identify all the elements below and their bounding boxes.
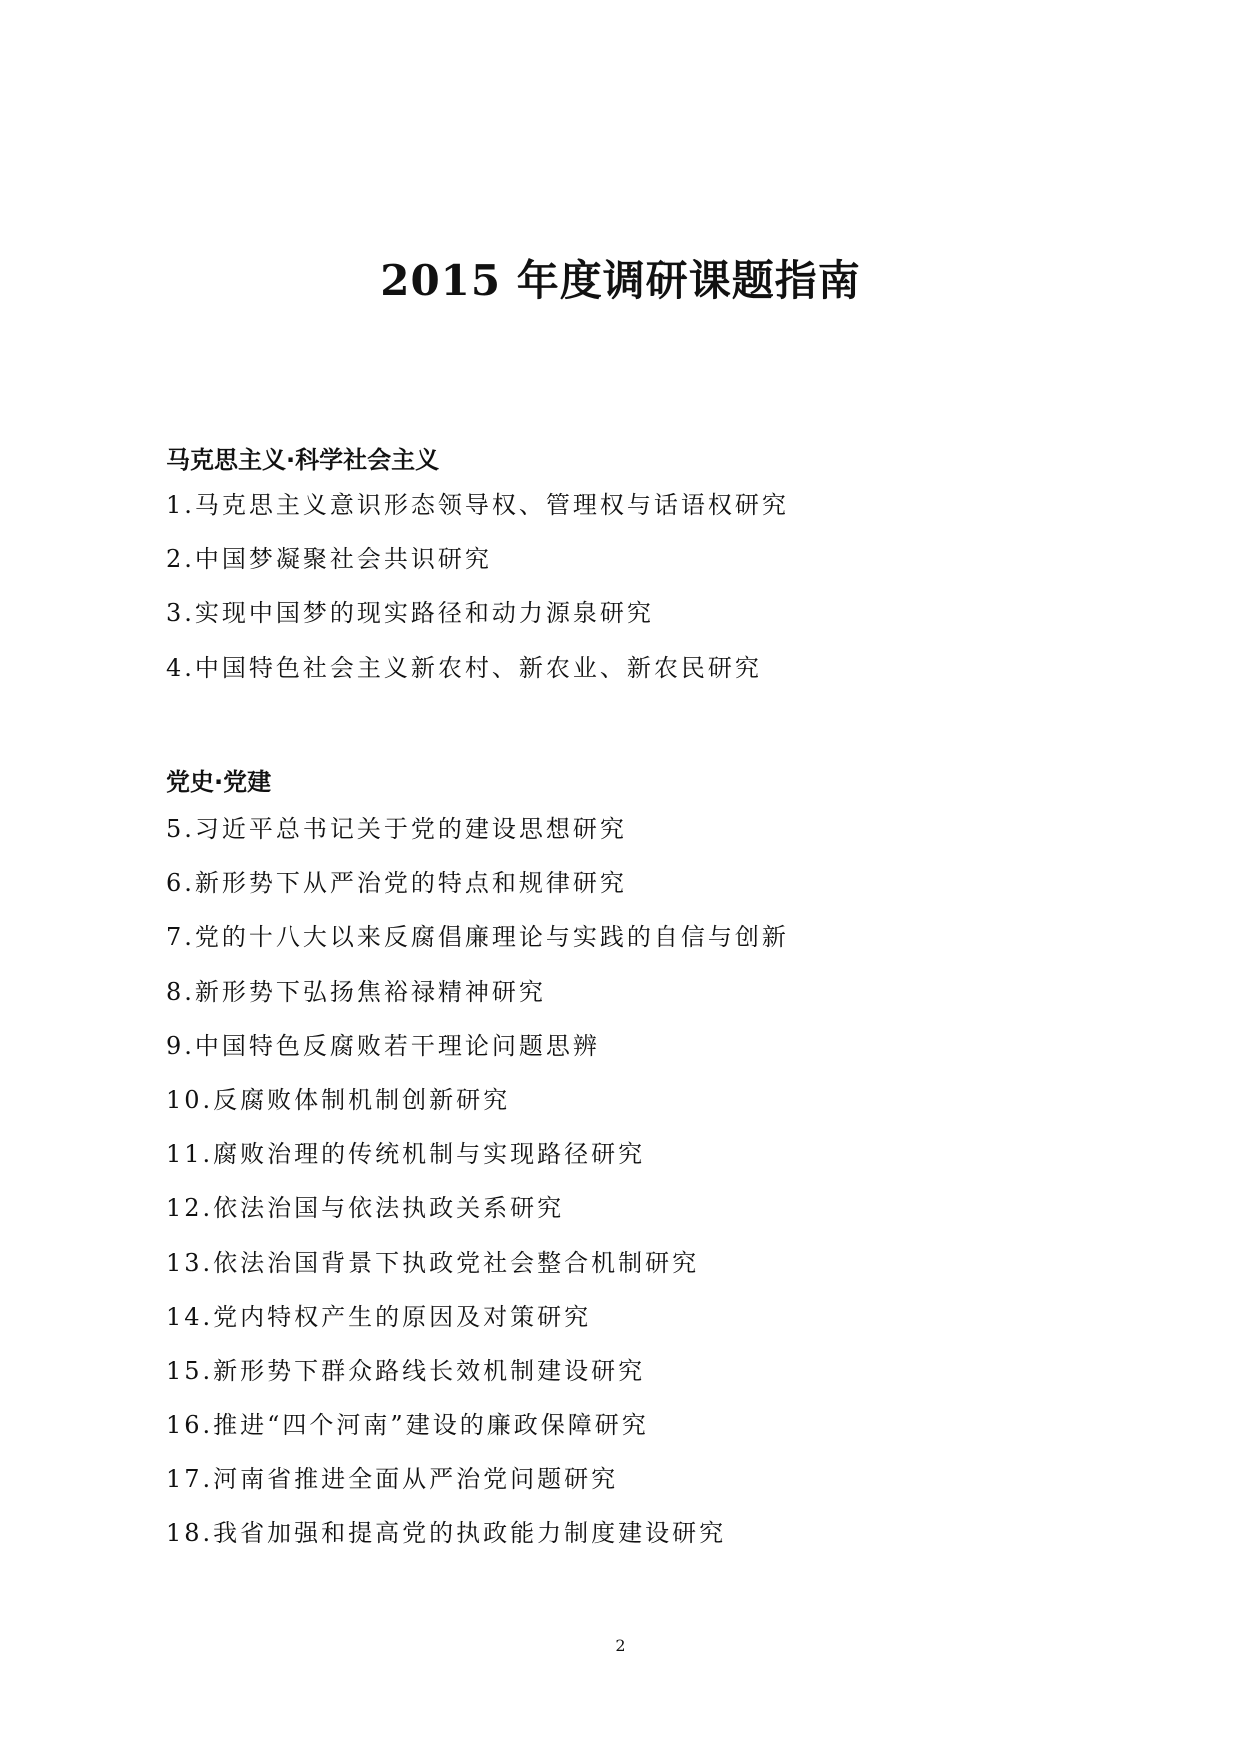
topic-list-marxism	[166, 491, 789, 708]
topic-item: 1.马克思主义意识形态领导权、管理权与话语权研究	[166, 491, 789, 519]
topic-item: 7.党的十八大以来反腐倡廉理论与实践的自信与创新	[166, 923, 789, 952]
topic-list-party-history	[166, 815, 789, 1574]
topic-item: 18.我省加强和提高党的执政能力制度建设研究	[166, 1519, 727, 1548]
topic-item: 4.中国特色社会主义新农村、新农业、新农民研究	[166, 653, 762, 682]
section-heading-party-history: 党史·党建	[166, 768, 272, 796]
topic-item: 17.河南省推进全面从严治党问题研究	[166, 1465, 619, 1494]
section-heading-marxism: 马克思主义·科学社会主义	[166, 446, 440, 474]
topic-item: 15.新形势下群众路线长效机制建设研究	[166, 1356, 646, 1385]
topic-item: 6.新形势下从严治党的特点和规律研究	[166, 869, 627, 898]
page-number: 2	[615, 1636, 626, 1655]
topic-item: 5.习近平总书记关于党的建设思想研究	[166, 815, 627, 843]
topic-item: 10.反腐败体制机制创新研究	[166, 1085, 511, 1114]
topic-item: 9.中国特色反腐败若干理论问题思辨	[166, 1031, 600, 1060]
page-title: 2015 年度调研课题指南	[380, 256, 861, 305]
topic-item: 11.腐败治理的传统机制与实现路径研究	[166, 1140, 646, 1169]
topic-item: 13.依法治国背景下执政党社会整合机制研究	[166, 1248, 700, 1277]
topic-item: 12.依法治国与依法执政关系研究	[166, 1194, 565, 1223]
topic-item: 16.推进“四个河南”建设的廉政保障研究	[166, 1411, 649, 1440]
topic-item: 8.新形势下弘扬焦裕禄精神研究	[166, 977, 546, 1006]
topic-item: 14.党内特权产生的原因及对策研究	[166, 1302, 592, 1331]
topic-item: 3.实现中国梦的现实路径和动力源泉研究	[166, 599, 654, 628]
topic-item: 2.中国梦凝聚社会共识研究	[166, 545, 492, 574]
